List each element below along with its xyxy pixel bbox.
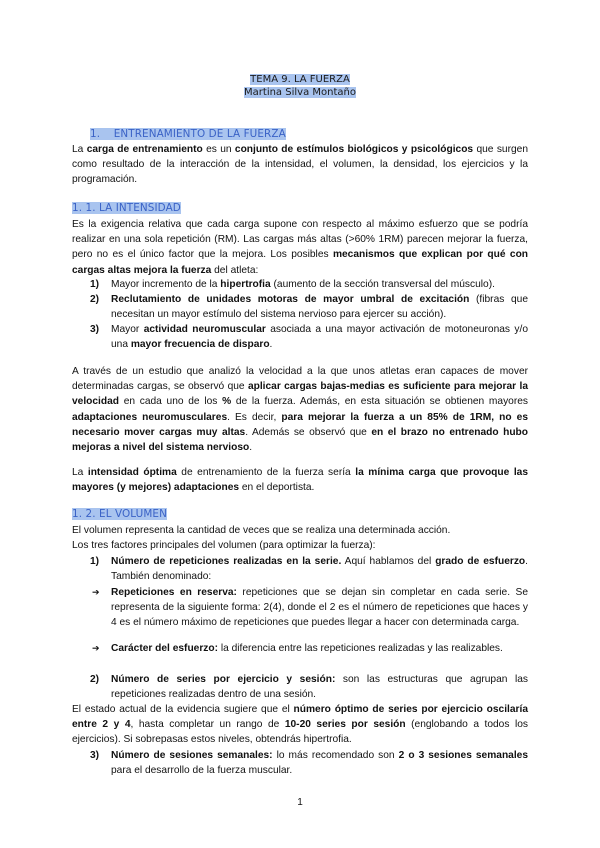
list-item: 1) Mayor incremento de la hipertrofia (aumento de la sección transversal del músculo).: [90, 279, 495, 290]
arrow-icon: ➔: [92, 643, 100, 653]
arrow-icon: ➔: [92, 587, 100, 597]
page-number: 1: [297, 797, 303, 808]
section-1-paragraph: La carga de entrenamiento es un conjunto de estímulos biológicos y psicológicos que surgen como resultado de la interacción de la intensidad, el volumen, la densidad, los ejercicios y la programación.: [72, 144, 528, 186]
section-1-heading: 1. ENTRENAMIENTO DE LA FUERZA: [90, 128, 286, 140]
intensity-paragraph-2: A través de un estudio que analizó la velocidad a la que unos atletas eran capaces de mover determinadas cargas, se observó que aplicar cargas bajas-medias es suficiente para mejorar la velocidad en cada uno de los % de la fuerza. Además, en esta situación se obtienen mayores adaptaciones neuromusculares. Es decir, para mejorar la fuerza a un 85% de 1RM, no es necesario mover cargas muy altas. Además se observó que en el brazo no entrenado hubo mejoras a nivel del sistema nervioso.: [72, 366, 528, 454]
doc-author: Martina Silva Montaño: [244, 87, 356, 98]
list-item: 2) Número de series por ejercicio y sesión: son las estructuras que agrupan las repeticiones realizadas dentro de una sesión.: [90, 674, 529, 701]
list-item: 2) Reclutamiento de unidades motoras de mayor umbral de excitación (fibras que necesitan un mayor estímulo del sistema nervioso para ejercer su acción).: [90, 294, 528, 321]
doc-title: TEMA 9. LA FUERZA: [250, 74, 350, 85]
list-item: 3) Mayor actividad neuromuscular asociada a una mayor activación de motoneuronas y/o una mayor frecuencia de disparo.: [90, 324, 528, 351]
volume-paragraph-1: El volumen representa la cantidad de veces que se realiza una determinada acción.: [72, 525, 451, 536]
list-item: 1) Número de repeticiones realizadas en la serie. Aquí hablamos del grado de esfuerzo. También denominado:: [90, 556, 528, 583]
section-1-2-heading: 1. 2. EL VOLUMEN: [72, 508, 167, 520]
list-item: 3) Número de sesiones semanales: lo más recomendado son 2 o 3 sesiones semanales para el desarrollo de la fuerza muscular.: [90, 750, 528, 777]
intensity-paragraph-3: La intensidad óptima de entrenamiento de la fuerza sería la mínima carga que provoque las mayores (y mejores) adaptaciones en el deportista.: [72, 467, 528, 494]
arrow-item: ➔ Repeticiones en reserva: repeticiones que se dejan sin completar en cada serie. Se representa de la siguiente forma: 2(4), donde el 2 es el número de repeticiones que haces y 4 es el número máximo de repeticiones que puedes llegar a hacer con determinada carga.: [92, 587, 529, 629]
volume-paragraph-2: Los tres factores principales del volumen (para optimizar la fuerza):: [72, 540, 376, 551]
section-1-1-heading: 1. 1. LA INTENSIDAD: [72, 202, 181, 214]
intensity-paragraph-1: Es la exigencia relativa que cada carga supone con respecto al máximo esfuerzo que se podría realizar en una sola repetición (RM). Las cargas más altas (>60% 1RM) parecen mejorar la fuerza, pero no es el único factor que la mejora. Los posibles mecanismos que explican por qué con cargas altas mejora la fuerza del atleta:: [72, 219, 529, 276]
arrow-item: ➔ Carácter del esfuerzo: la diferencia entre las repeticiones realizadas y las realizables.: [111, 641, 528, 656]
volume-paragraph-3: El estado actual de la evidencia sugiere que el número óptimo de series por ejercicio oscilaría entre 2 y 4, hasta completar un rango de 10-20 series por sesión (englobando a todos los ejercicios). Si sobrepasas estos niveles, obtendrás hipertrofia.: [72, 704, 529, 746]
